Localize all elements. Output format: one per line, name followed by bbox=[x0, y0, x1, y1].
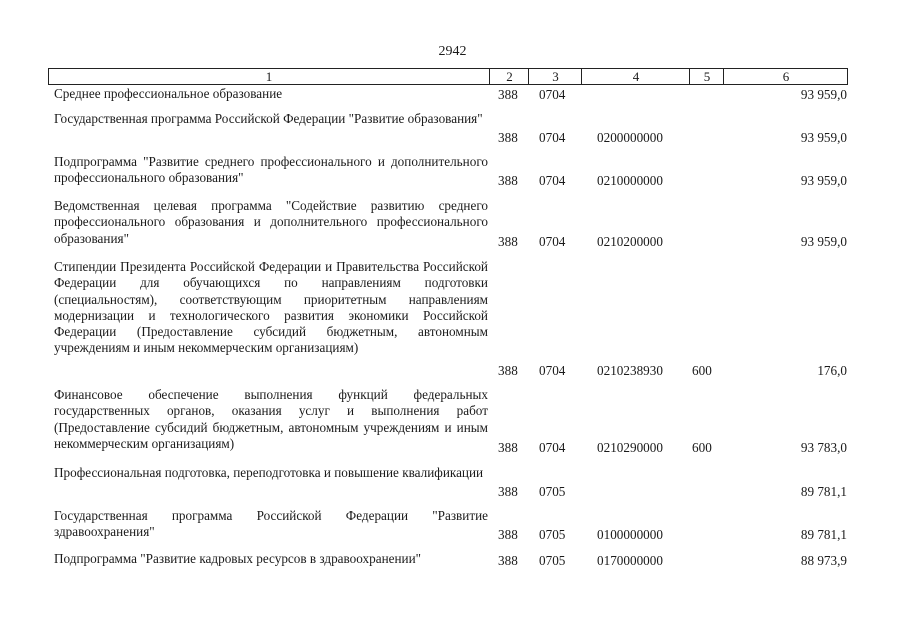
column-header-1: 1 bbox=[265, 69, 273, 84]
row-description: Профессиональная подготовка, переподготовка и повышение квалификации bbox=[54, 465, 484, 480]
row-description: Стипендии Президента Российской Федерации и Правительства Российской Федерации для обучающихся по направлениям подготовки (специальностям), соответствующим приоритетным направлениям модернизации и технологического развития экономики Российской Федерации (Предоставление субсидий бюджетным, автономным учреждениям и иным некоммерческим организациям) bbox=[54, 259, 488, 356]
table-row bbox=[0, 86, 905, 103]
row-section-code: 0704 bbox=[539, 173, 566, 188]
row-amount: 93 783,0 bbox=[800, 440, 847, 455]
row-target-code: 0200000000 bbox=[597, 130, 663, 145]
row-expense-type: 600 bbox=[692, 363, 712, 378]
row-target-code: 0170000000 bbox=[597, 553, 663, 568]
row-admin-code: 388 bbox=[498, 363, 518, 378]
row-description: Среднее профессиональное образование bbox=[54, 86, 283, 101]
table-row bbox=[0, 387, 905, 456]
row-target-code: 0210200000 bbox=[597, 234, 663, 249]
row-admin-code: 388 bbox=[498, 553, 518, 568]
row-description: Государственная программа Российской Федерации "Развитие образования" bbox=[54, 111, 483, 126]
row-description: Ведомственная целевая программа "Содействие развитию среднего профессионального образования и дополнительного профессионального образования" bbox=[54, 198, 488, 246]
row-amount: 93 959,0 bbox=[800, 130, 847, 145]
table-header bbox=[48, 68, 848, 85]
row-target-code: 0210000000 bbox=[597, 173, 663, 188]
row-expense-type: 600 bbox=[692, 440, 712, 455]
row-admin-code: 388 bbox=[498, 440, 518, 455]
table-row bbox=[0, 198, 905, 250]
row-amount: 88 973,9 bbox=[800, 553, 847, 568]
row-admin-code: 388 bbox=[498, 527, 518, 542]
column-header-3: 3 bbox=[528, 69, 582, 84]
row-section-code: 0704 bbox=[539, 234, 566, 249]
table-row bbox=[0, 551, 905, 569]
row-description: Подпрограмма "Развитие среднего профессионального и дополнительного профессионального образования" bbox=[54, 154, 488, 186]
row-admin-code: 388 bbox=[498, 130, 518, 145]
table-row bbox=[0, 259, 905, 379]
row-amount: 93 959,0 bbox=[800, 87, 847, 102]
column-header-6: 6 bbox=[723, 69, 848, 84]
row-description: Государственная программа Российской Федерации "Развитие здравоохранения" bbox=[54, 508, 488, 540]
row-section-code: 0705 bbox=[539, 484, 566, 499]
row-admin-code: 388 bbox=[498, 173, 518, 188]
table-row bbox=[0, 508, 905, 543]
row-section-code: 0704 bbox=[539, 130, 566, 145]
table-row bbox=[0, 465, 905, 500]
row-target-code: 0210290000 bbox=[597, 440, 663, 455]
row-section-code: 0704 bbox=[539, 87, 566, 102]
row-section-code: 0704 bbox=[539, 440, 566, 455]
row-section-code: 0705 bbox=[539, 527, 566, 542]
row-description: Финансовое обеспечение выполнения функций федеральных государственных органов, оказания услуг и выполнения работ (Предоставление субсидий бюджетным, автономным учреждениям и иным некоммерческим организациям) bbox=[54, 387, 488, 451]
row-target-code: 0210238930 bbox=[597, 363, 663, 378]
row-amount: 93 959,0 bbox=[800, 173, 847, 188]
row-section-code: 0704 bbox=[539, 363, 566, 378]
table-row bbox=[0, 111, 905, 146]
row-admin-code: 388 bbox=[498, 87, 518, 102]
page-number: 2942 bbox=[438, 44, 467, 59]
row-section-code: 0705 bbox=[539, 553, 566, 568]
column-header-5: 5 bbox=[689, 69, 724, 84]
row-admin-code: 388 bbox=[498, 484, 518, 499]
row-amount: 89 781,1 bbox=[800, 527, 847, 542]
row-amount: 176,0 bbox=[817, 363, 847, 378]
row-amount: 89 781,1 bbox=[800, 484, 847, 499]
column-header-4: 4 bbox=[581, 69, 690, 84]
column-header-2: 2 bbox=[489, 69, 529, 84]
row-amount: 93 959,0 bbox=[800, 234, 847, 249]
row-description: Подпрограмма "Развитие кадровых ресурсов в здравоохранении" bbox=[54, 551, 422, 566]
table-row bbox=[0, 154, 905, 189]
row-admin-code: 388 bbox=[498, 234, 518, 249]
row-target-code: 0100000000 bbox=[597, 527, 663, 542]
